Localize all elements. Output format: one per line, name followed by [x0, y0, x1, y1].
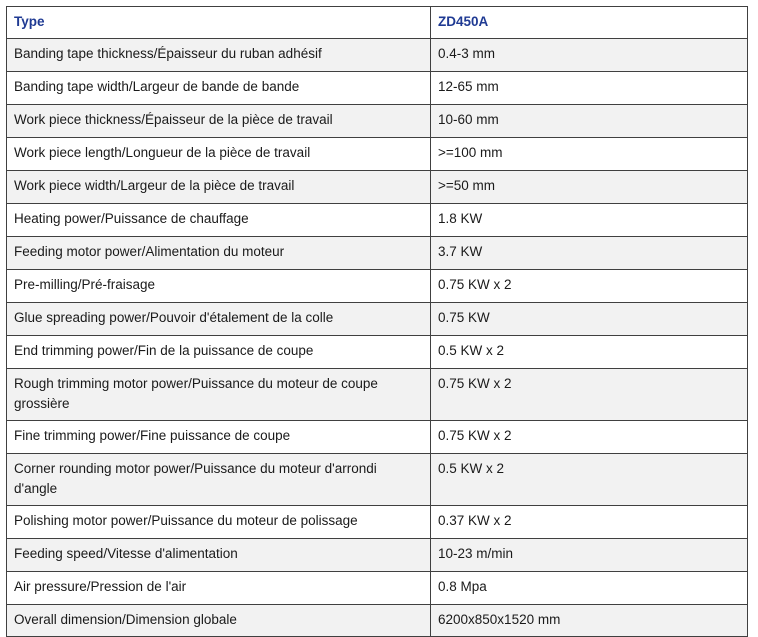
row-value: 0.5 KW x 2: [431, 454, 748, 506]
table-row: [7, 138, 748, 171]
table-row: [7, 39, 748, 72]
table-row: [7, 270, 748, 303]
row-value: 0.8 Mpa: [431, 572, 748, 605]
table-row: [7, 72, 748, 105]
table-row: [7, 303, 748, 336]
header-model: ZD450A: [431, 7, 748, 39]
table-row: [7, 605, 748, 637]
row-label: Banding tape width/Largeur de bande de bande: [7, 72, 431, 105]
table-row: [7, 237, 748, 270]
row-value: 0.75 KW x 2: [431, 421, 748, 454]
row-label: Work piece length/Longueur de la pièce de travail: [7, 138, 431, 171]
table-row: [7, 421, 748, 454]
row-label: Glue spreading power/Pouvoir d'étalement de la colle: [7, 303, 431, 336]
table-row: [7, 105, 748, 138]
spec-table: [6, 6, 748, 637]
row-label: Air pressure/Pression de l'air: [7, 572, 431, 605]
row-value: 0.75 KW: [431, 303, 748, 336]
row-label: Corner rounding motor power/Puissance du moteur d'arrondi d'angle: [7, 454, 431, 506]
row-value: 0.37 KW x 2: [431, 506, 748, 539]
table-row: [7, 539, 748, 572]
row-label: Polishing motor power/Puissance du moteur de polissage: [7, 506, 431, 539]
row-value: 10-60 mm: [431, 105, 748, 138]
row-label: Overall dimension/Dimension globale: [7, 605, 431, 637]
row-value: >=50 mm: [431, 171, 748, 204]
table-header-row: [7, 7, 748, 39]
table-row: [7, 506, 748, 539]
row-label: Banding tape thickness/Épaisseur du ruban adhésif: [7, 39, 431, 72]
row-label: Feeding speed/Vitesse d'alimentation: [7, 539, 431, 572]
row-value: 0.75 KW x 2: [431, 270, 748, 303]
row-label: Rough trimming motor power/Puissance du moteur de coupe grossière: [7, 369, 431, 421]
row-value: >=100 mm: [431, 138, 748, 171]
row-label: End trimming power/Fin de la puissance de coupe: [7, 336, 431, 369]
row-value: 0.5 KW x 2: [431, 336, 748, 369]
row-label: Heating power/Puissance de chauffage: [7, 204, 431, 237]
row-value: 10-23 m/min: [431, 539, 748, 572]
row-value: 12-65 mm: [431, 72, 748, 105]
row-label: Work piece width/Largeur de la pièce de travail: [7, 171, 431, 204]
row-label: Fine trimming power/Fine puissance de coupe: [7, 421, 431, 454]
table-row: [7, 204, 748, 237]
header-label: Type: [7, 7, 431, 39]
row-value: 1.8 KW: [431, 204, 748, 237]
row-value: 3.7 KW: [431, 237, 748, 270]
table-row: [7, 572, 748, 605]
table-row: [7, 369, 748, 421]
row-label: Feeding motor power/Alimentation du moteur: [7, 237, 431, 270]
table-row: [7, 171, 748, 204]
table-row: [7, 454, 748, 506]
row-label: Pre-milling/Pré-fraisage: [7, 270, 431, 303]
row-value: 0.4-3 mm: [431, 39, 748, 72]
row-value: 0.75 KW x 2: [431, 369, 748, 421]
row-label: Work piece thickness/Épaisseur de la pièce de travail: [7, 105, 431, 138]
table-row: [7, 336, 748, 369]
row-value: 6200x850x1520 mm: [431, 605, 748, 637]
